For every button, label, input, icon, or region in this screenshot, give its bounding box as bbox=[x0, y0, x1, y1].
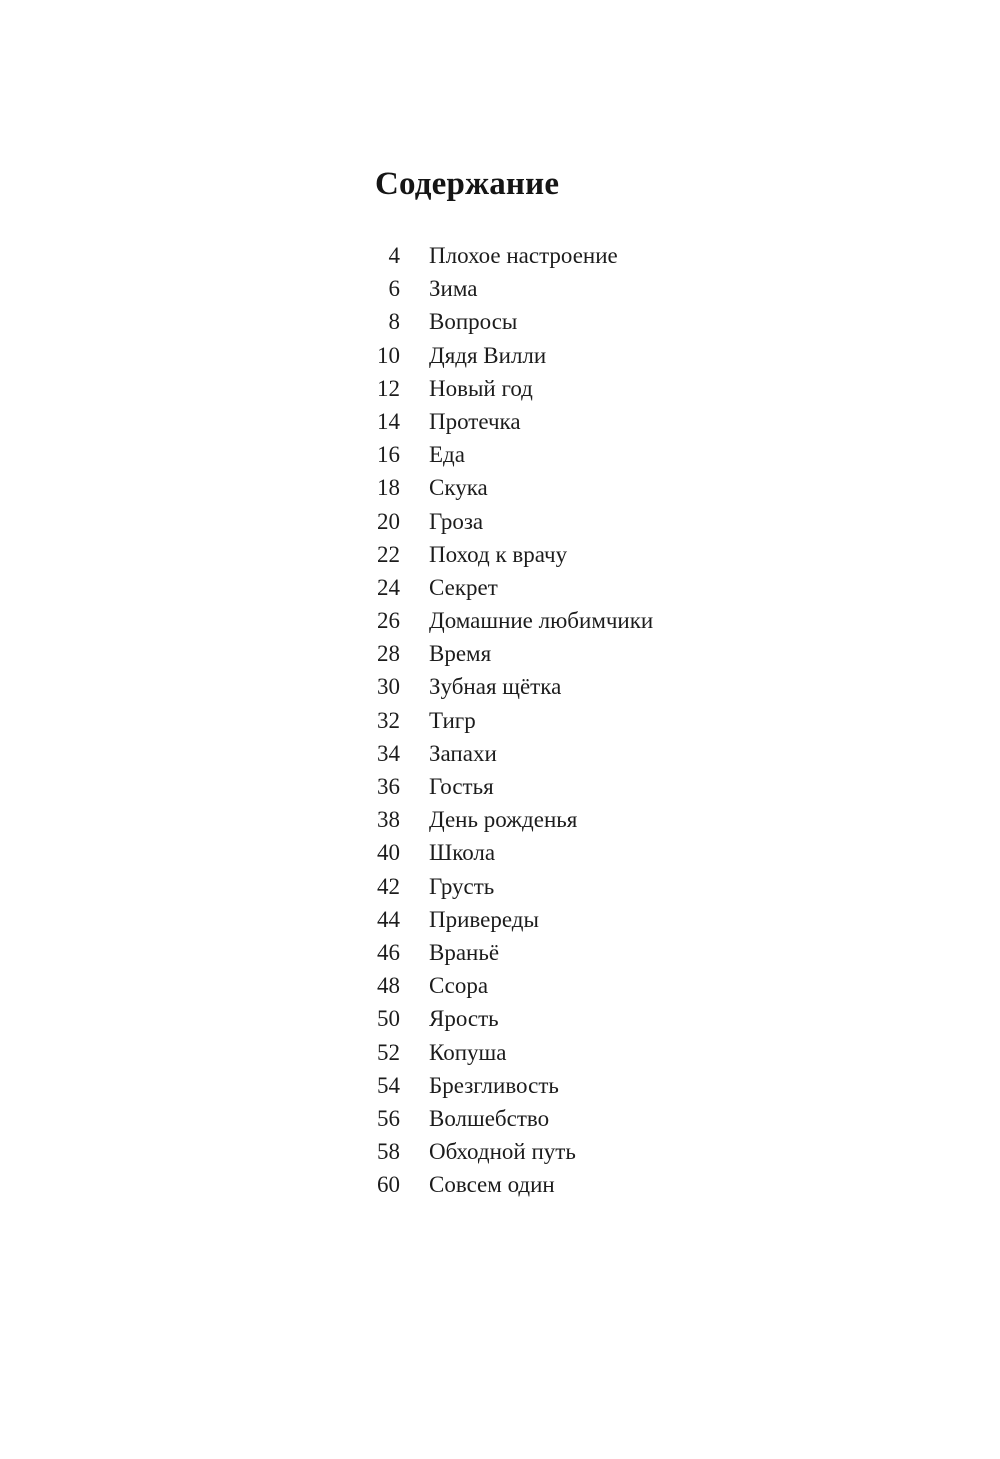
toc-page-number: 60 bbox=[377, 1172, 400, 1198]
toc-entry bbox=[340, 870, 653, 903]
toc-page-number: 36 bbox=[377, 774, 400, 799]
toc-page-number: 24 bbox=[377, 574, 400, 600]
toc-page-number: 42 bbox=[377, 873, 400, 899]
toc-entry bbox=[340, 604, 653, 637]
toc-page-number: 20 bbox=[377, 508, 400, 534]
toc-page-number: 32 bbox=[377, 707, 400, 733]
table-of-contents bbox=[340, 239, 653, 1201]
toc-page-number: 30 bbox=[377, 674, 400, 700]
toc-entry bbox=[340, 505, 653, 538]
toc-entry-label: День рожденья bbox=[429, 807, 578, 833]
toc-entry bbox=[340, 670, 653, 703]
toc-entry-label: Волшебство bbox=[429, 1105, 550, 1131]
toc-entry bbox=[340, 1135, 653, 1168]
toc-entry bbox=[340, 1102, 653, 1135]
toc-entry-label: Гостья bbox=[429, 774, 494, 799]
toc-entry bbox=[340, 936, 653, 969]
toc-entry bbox=[340, 538, 653, 571]
toc-entry-label: Время bbox=[429, 641, 492, 667]
toc-page-number: 14 bbox=[377, 408, 400, 434]
toc-page-number: 4 bbox=[388, 243, 400, 268]
toc-entry bbox=[340, 803, 653, 836]
toc-entry-label: Привереды bbox=[429, 906, 539, 932]
toc-page-number: 22 bbox=[377, 541, 400, 567]
toc-entry-label: Плохое настроение bbox=[429, 243, 618, 268]
toc-page-number: 46 bbox=[377, 939, 400, 965]
toc-page-number: 54 bbox=[377, 1072, 400, 1098]
toc-entry bbox=[340, 372, 653, 405]
toc-page-number: 52 bbox=[377, 1039, 400, 1065]
toc-entry-label: Брезгливость bbox=[429, 1072, 559, 1098]
toc-entry-label: Поход к врачу bbox=[429, 541, 568, 567]
toc-entry bbox=[340, 305, 653, 338]
toc-entry bbox=[340, 1069, 653, 1102]
toc-entry-label: Гроза bbox=[429, 508, 484, 534]
toc-entry-label: Скука bbox=[429, 475, 488, 501]
toc-page-number: 58 bbox=[377, 1139, 400, 1165]
toc-entry-label: Зима bbox=[429, 276, 478, 302]
toc-entry bbox=[340, 1036, 653, 1069]
toc-page-number: 40 bbox=[377, 840, 400, 866]
toc-page-number: 34 bbox=[377, 740, 400, 766]
toc-page-number: 26 bbox=[377, 608, 400, 634]
toc-entry-label: Тигр bbox=[429, 707, 476, 733]
toc-page-number: 44 bbox=[377, 906, 400, 932]
toc-page-number: 38 bbox=[377, 807, 400, 833]
toc-entry bbox=[340, 272, 653, 305]
toc-entry-label: Домашние любимчики bbox=[429, 608, 654, 634]
toc-entry bbox=[340, 571, 653, 604]
toc-entry bbox=[340, 1168, 653, 1201]
toc-entry bbox=[340, 339, 653, 372]
toc-entry bbox=[340, 1002, 653, 1035]
toc-entry-label: Зубная щётка bbox=[429, 674, 562, 700]
toc-entry-label: Ярость bbox=[429, 1006, 499, 1032]
toc-page-number: 50 bbox=[377, 1006, 400, 1032]
toc-entry-label: Протечка bbox=[429, 408, 521, 434]
toc-entry-label: Секрет bbox=[429, 574, 498, 600]
toc-entry bbox=[340, 438, 653, 471]
toc-entry-label: Копуша bbox=[429, 1039, 507, 1065]
toc-page-number: 8 bbox=[388, 309, 400, 335]
toc-entry bbox=[340, 704, 653, 737]
toc-entry-label: Еда bbox=[429, 442, 465, 468]
toc-entry bbox=[340, 405, 653, 438]
toc-entry-label: Ссора bbox=[429, 973, 489, 999]
toc-page-number: 18 bbox=[377, 475, 400, 501]
toc-page-number: 56 bbox=[377, 1105, 400, 1131]
toc-entry-label: Новый год bbox=[429, 375, 533, 401]
toc-page-number: 28 bbox=[377, 641, 400, 667]
toc-entry-label: Вопросы bbox=[429, 309, 518, 335]
toc-page-number: 12 bbox=[377, 375, 400, 401]
toc-entry bbox=[340, 637, 653, 670]
toc-entry-label: Запахи bbox=[429, 740, 497, 766]
toc-entry-label: Обходной путь bbox=[429, 1139, 576, 1165]
toc-page-number: 16 bbox=[377, 442, 400, 468]
toc-page-number: 10 bbox=[377, 342, 400, 368]
toc-entry-label: Школа bbox=[429, 840, 496, 866]
page-title: Содержание bbox=[375, 166, 560, 202]
toc-entry bbox=[340, 471, 653, 504]
toc-entry bbox=[340, 239, 653, 272]
toc-page-number: 48 bbox=[377, 973, 400, 999]
toc-entry-label: Грусть bbox=[429, 873, 495, 899]
toc-entry bbox=[340, 969, 653, 1002]
toc-page-number: 6 bbox=[388, 276, 400, 302]
toc-entry bbox=[340, 836, 653, 869]
toc-entry-label: Дядя Вилли bbox=[429, 342, 547, 368]
toc-entry bbox=[340, 737, 653, 770]
toc-entry bbox=[340, 770, 653, 803]
toc-entry bbox=[340, 903, 653, 936]
toc-entry-label: Совсем один bbox=[429, 1172, 555, 1198]
toc-entry-label: Враньё bbox=[429, 939, 500, 965]
